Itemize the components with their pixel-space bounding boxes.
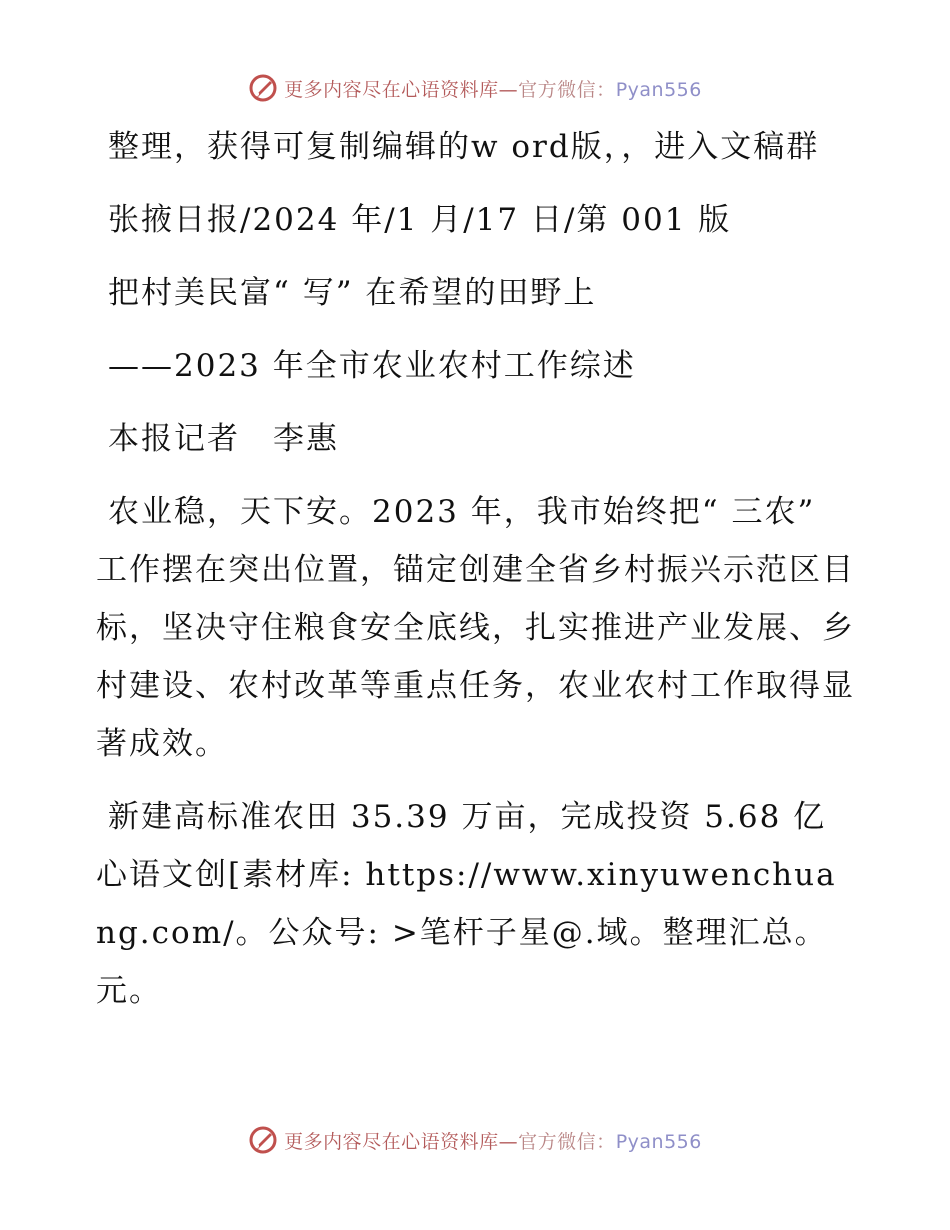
watermark-main: 更多内容尽在心语资料库 <box>284 1130 499 1153</box>
watermark-separator: — <box>498 1130 519 1153</box>
paragraph-source-line: 张掖日报/2024 年/1 月/17 日/第 001 版 <box>108 202 732 238</box>
article-byline: 本报记者 李惠 <box>108 421 339 457</box>
watermark-separator: — <box>498 78 519 101</box>
watermark-text <box>284 75 702 102</box>
paragraph-intro-note: 整理，获得可复制编辑的w ord版，，进入文稿群 <box>108 129 820 165</box>
watermark-text <box>284 1127 702 1154</box>
watermark-banner-bottom <box>0 1120 950 1160</box>
watermark-wechat-label: 官方微信： <box>518 1130 616 1153</box>
article-title: 把村美民富“ 写” 在希望的田野上 <box>108 275 597 311</box>
watermark-handle: Pyan556 <box>615 1130 702 1153</box>
watermark-wechat-label: 官方微信： <box>518 78 616 101</box>
paragraph-body-1: 农业稳，天下安。2023 年，我市始终把“ 三农” 工作摆在突出位置，锚定创建全省乡村振兴示范区目标，坚决守住粮食安全底线，扎实推进产业发展、乡村建设、农村改革等重点任务，农业农村工作取得显著成效。 <box>96 494 855 762</box>
article-subtitle: ——2023 年全市农业农村工作综述 <box>108 348 636 384</box>
pen-logo-icon <box>248 73 278 103</box>
watermark-banner-top <box>0 68 950 108</box>
pen-logo-icon <box>248 1125 278 1155</box>
document-body <box>96 118 856 1020</box>
watermark-main: 更多内容尽在心语资料库 <box>284 78 499 101</box>
watermark-handle: Pyan556 <box>615 78 702 101</box>
paragraph-body-2: 新建高标准农田 35.39 万亩，完成投资 5.68 亿心语文创[素材库: https://www.xinyuwenchuang.com/。公众号: >笔杆子星@.域。整理汇总。元。 <box>96 799 837 1009</box>
